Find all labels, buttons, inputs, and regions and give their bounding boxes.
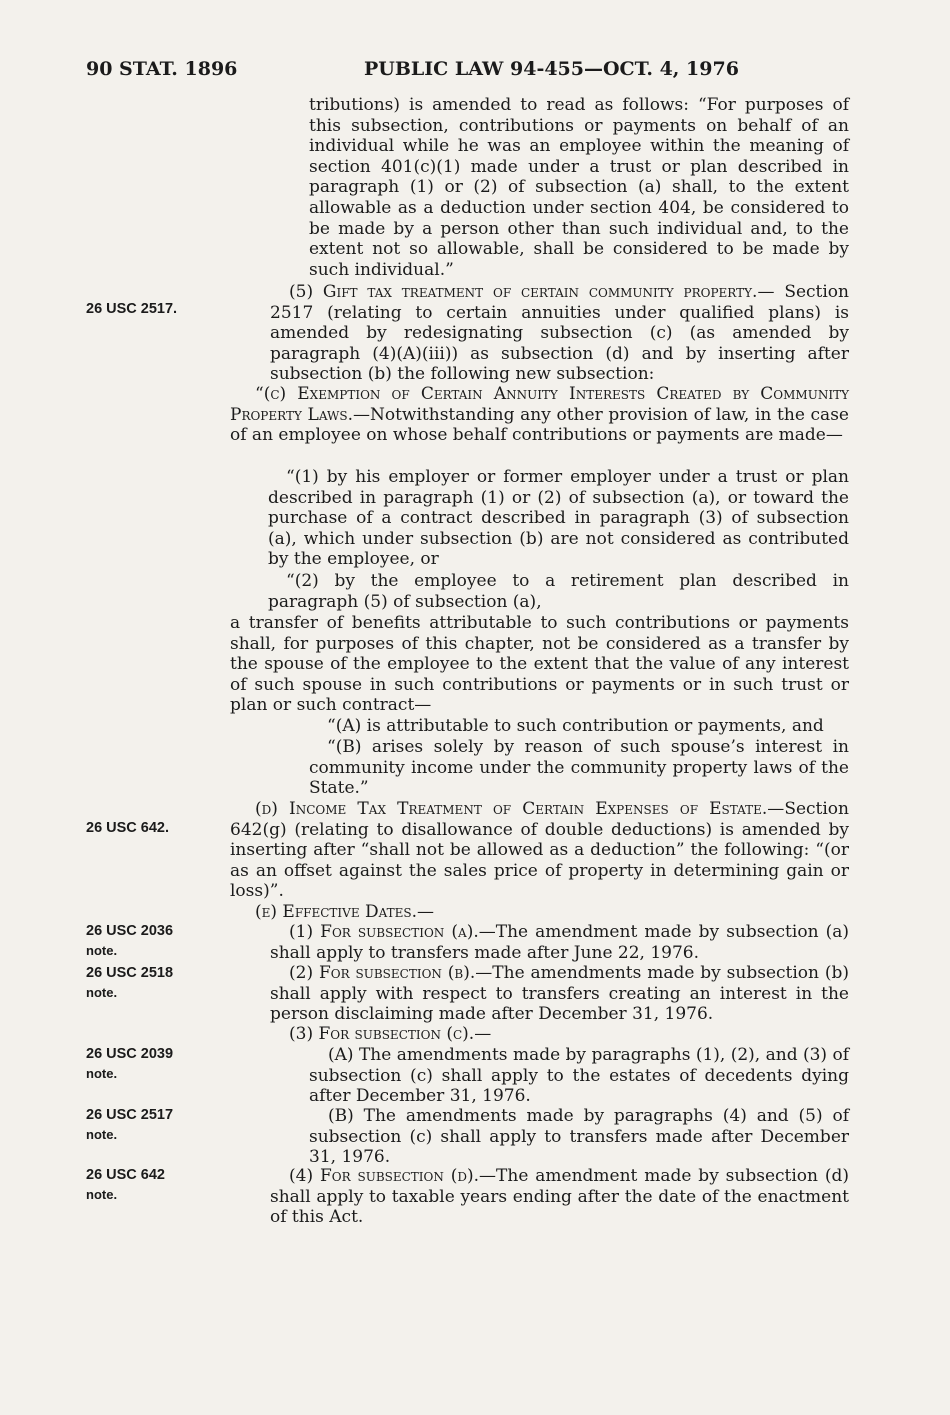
subsection-d [230,799,849,902]
paragraph-5-text: Section 2517 (relating to certain annuities under qualified plans) is amended by redesignating subsection (c) (as amended by paragraph (4)(A)(iii)) as subsection (d) and by inserting after subsection (b) the following new subsection: [270,282,849,385]
subsection-c-heading: “(c) Exemption of Certain Annuity Interests Created by Community Property Laws.— [230,384,849,425]
subsection-c-item-b: “(B) arises solely by reason of such spouse’s interest in community income under the community property laws of the State.” [309,737,849,799]
effective-date-3b: (B) The amendments made by paragraphs (4) and (5) of subsection (c) shall apply to transfers made after December 31, 1976. [309,1106,849,1168]
effective-date-2: (2) For subsection (b).—The amendments made by subsection (b) shall apply with respect to transfers creating an interest in the person disclaiming made after December 31, 1976. [270,963,850,1025]
subsection-c [230,384,849,446]
intro-paragraph: tributions) is amended to read as follows: “For purposes of this subsection, contributions or payments on behalf of an individual while he was an employee within the meaning of section 401(c)(1) made under a trust or plan described in paragraph (1) or (2) of subsection (a) shall, to the extent allowable as a deduction under section 404, be considered to be made by a person other than such individual and, to the extent not so allowable, shall be considered to be made by such individual.” [309,95,849,280]
subsection-c-item-a: “(A) is attributable to such contribution or payments, and [327,716,824,736]
subsection-d-heading: (d) Income Tax Treatment of Certain Expenses of Estate.— [255,799,785,819]
margin-note-usc-2517-note: 26 USC 2517 note. [86,1107,174,1142]
subsection-c-text: Notwithstanding any other provision of law, in the case of an employee on whose behalf contributions or payments are made— [230,404,849,446]
stat-reference: 90 STAT. 1896 [86,58,238,80]
margin-note-usc-642-note: 26 USC 642 note. [86,1167,165,1202]
transfer-paragraph: a transfer of benefits attributable to such contributions or payments shall, for purposes of this chapter, not be considered as a transfer by the spouse of the employee to the extent that the value of any interest of such spouse in such contributions or payments or in such trust or plan or such contract— [230,613,849,716]
paragraph-5 [270,282,849,385]
margin-note-usc-642: 26 USC 642. [86,820,170,836]
subsection-e-heading: (e) Effective Dates.— [255,902,435,922]
margin-note-usc-2036: 26 USC 2036 note. [86,923,174,958]
effective-date-3-heading: (3) For subsection (c).— [289,1024,492,1044]
effective-date-3a: (A) The amendments made by paragraphs (1), (2), and (3) of subsection (c) shall apply to the estates of decedents dying after December 31, 1976. [309,1045,849,1107]
margin-note-usc-2039: 26 USC 2039 note. [86,1046,174,1081]
subsection-d-text: Section 642(g) (relating to disallowance of double deductions) is amended by inserting after “shall not be allowed as a deduction” the following: “(or as an offset against the sales price of property in determining gain or loss)”. [230,799,849,902]
subsection-c-item-1: “(1) by his employer or former employer under a trust or plan described in paragraph (1) or (2) of subsection (a), or toward the purchase of a contract described in paragraph (3) of subsection (a), which under subsection (b) are not considered as contributed by the employee, or [268,467,849,570]
margin-note-usc-2517: 26 USC 2517. [86,301,178,317]
margin-note-usc-2518: 26 USC 2518 note. [86,965,174,1000]
paragraph-5-heading: (5) Gift tax treatment of certain community property.— [289,282,775,302]
effective-date-4: (4) For subsection (d).—The amendment made by subsection (d) shall apply to taxable years ending after the date of the enactment of this Act. [270,1166,849,1228]
law-title: PUBLIC LAW 94-455—OCT. 4, 1976 [364,58,739,80]
subsection-c-item-2: “(2) by the employee to a retirement plan described in paragraph (5) of subsection (a), [268,571,849,612]
effective-date-1: (1) For subsection (a).—The amendment made by subsection (a) shall apply to transfers made after June 22, 1976. [270,922,849,963]
